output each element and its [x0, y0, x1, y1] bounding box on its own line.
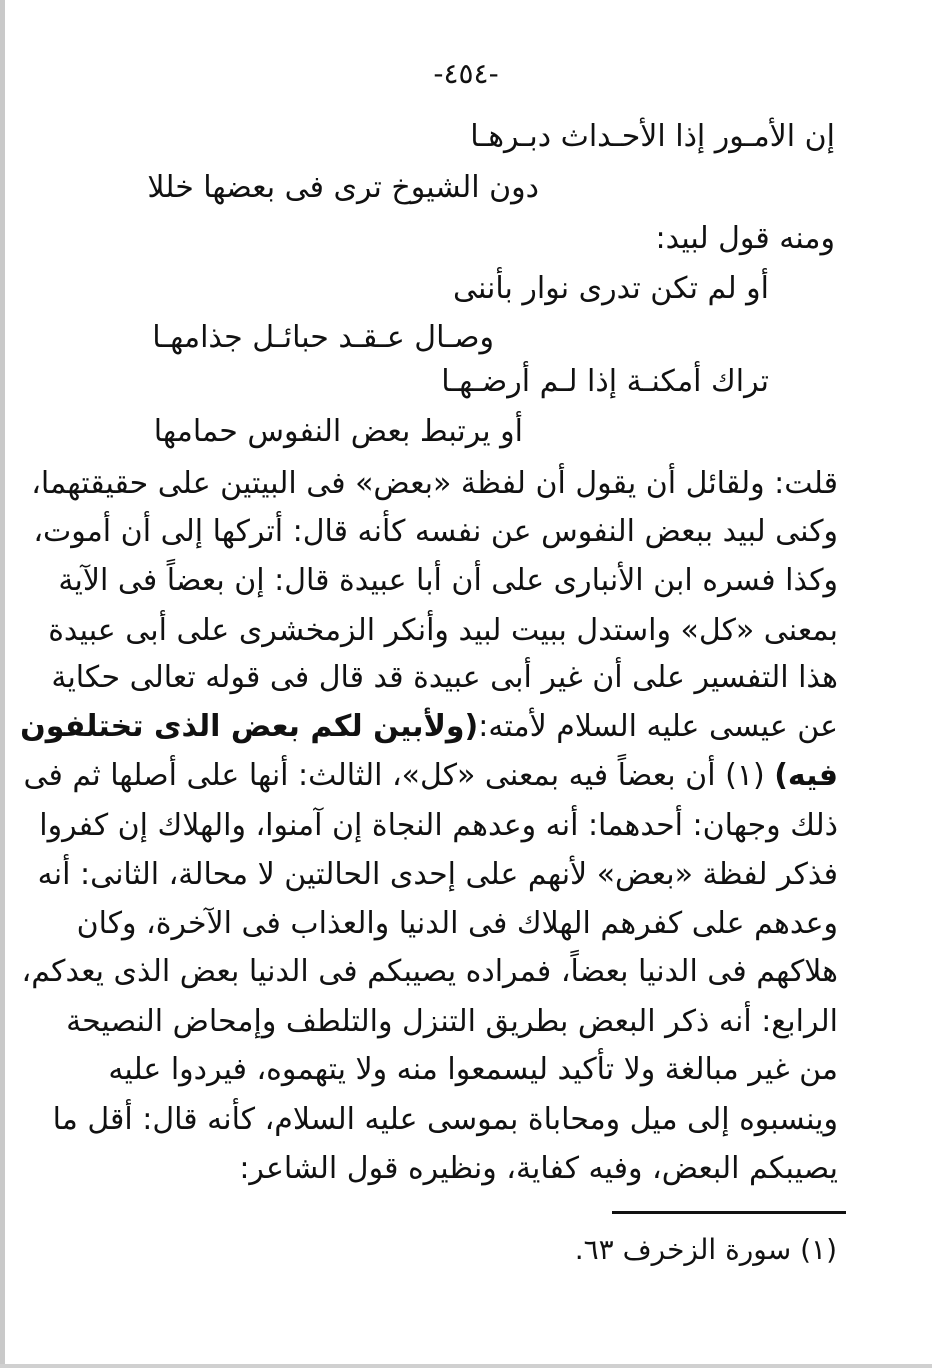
body-line: وعدهم على كفرهم الهلاك فى الدنيا والعذاب فى الآخرة، وكان	[76, 906, 838, 941]
quran-quote-end: فيه)	[774, 758, 838, 793]
verse-line-2: دون الشيوخ ترى فى بعضها خللا	[147, 170, 539, 205]
footnote-divider	[612, 1211, 846, 1214]
verse-line-5: تراك أمكنـة إذا لـم أرضـهـا	[441, 364, 769, 399]
quran-quote: (ولأبين لكم بعض الذى تختلفون	[20, 709, 479, 744]
verse-line-3: أو لم تكن تدرى نوار بأننى	[453, 271, 769, 306]
body-text: أن بعضاً فيه بمعنى «كل»، الثالث: أنها على أصلها ثم فى	[23, 758, 716, 793]
verse-line-1: إن الأمـور إذا الأحـداث دبـرهـا	[470, 119, 835, 154]
body-line: هلاكهم فى الدنيا بعضاً، فمراده يصيبكم فى الدنيا بعض الذى يعدكم،	[21, 954, 838, 989]
footnote-reference: (١)	[725, 758, 765, 793]
body-line: وكذا فسره ابن الأنبارى على أن أبا عبيدة قال: إن بعضاً فى الآية	[58, 563, 838, 598]
body-line: وكنى لبيد ببعض النفوس عن نفسه كأنه قال: أتركها إلى أن أموت،	[33, 514, 838, 549]
scan-edge-bottom	[0, 1364, 932, 1368]
verse-intro: ومنه قول لبيد:	[655, 221, 835, 256]
footnote: (١) سورة الزخرف ٦٣.	[574, 1233, 837, 1266]
body-line: وينسبوه إلى ميل ومحاباة بموسى عليه السلام، كأنه قال: أقل ما	[52, 1102, 838, 1137]
body-line: هذا التفسير على أن غير أبى عبيدة قد قال فى قوله تعالى حكاية	[51, 660, 838, 695]
body-line: ذلك وجهان: أحدهما: أنه وعدهم النجاة إن آمنوا، والهلاك إن كفروا	[39, 808, 838, 843]
page-number: -٤٥٤-	[433, 57, 499, 90]
body-line: قلت: ولقائل أن يقول أن لفظة «بعض» فى البيتين على حقيقتهما،	[31, 466, 838, 501]
body-line: الرابع: أنه ذكر البعض بطريق التنزل والتلطف وإمحاض النصيحة	[66, 1004, 838, 1039]
body-line: فذكر لفظة «بعض» لأنهم على إحدى الحالتين لا محالة، الثانى: أنه	[37, 857, 838, 892]
body-text: عن عيسى عليه السلام لأمته:	[478, 709, 838, 744]
body-line-last: يصيبكم البعض، وفيه كفاية، ونظيره قول الشاعر:	[239, 1151, 838, 1186]
scan-edge-left	[0, 0, 5, 1368]
body-line-quote	[20, 707, 838, 747]
verse-line-4: وصـال عـقـد حبائـل جذامهـا	[152, 320, 494, 355]
verse-line-6: أو يرتبط بعض النفوس حمامها	[153, 414, 523, 449]
body-line-quote-end	[23, 756, 838, 796]
body-line: بمعنى «كل» واستدل ببيت لبيد وأنكر الزمخشرى على أبى عبيدة	[48, 613, 838, 648]
body-line: من غير مبالغة ولا تأكيد ليسمعوا منه ولا يتهموه، فيردوا عليه	[108, 1052, 838, 1087]
